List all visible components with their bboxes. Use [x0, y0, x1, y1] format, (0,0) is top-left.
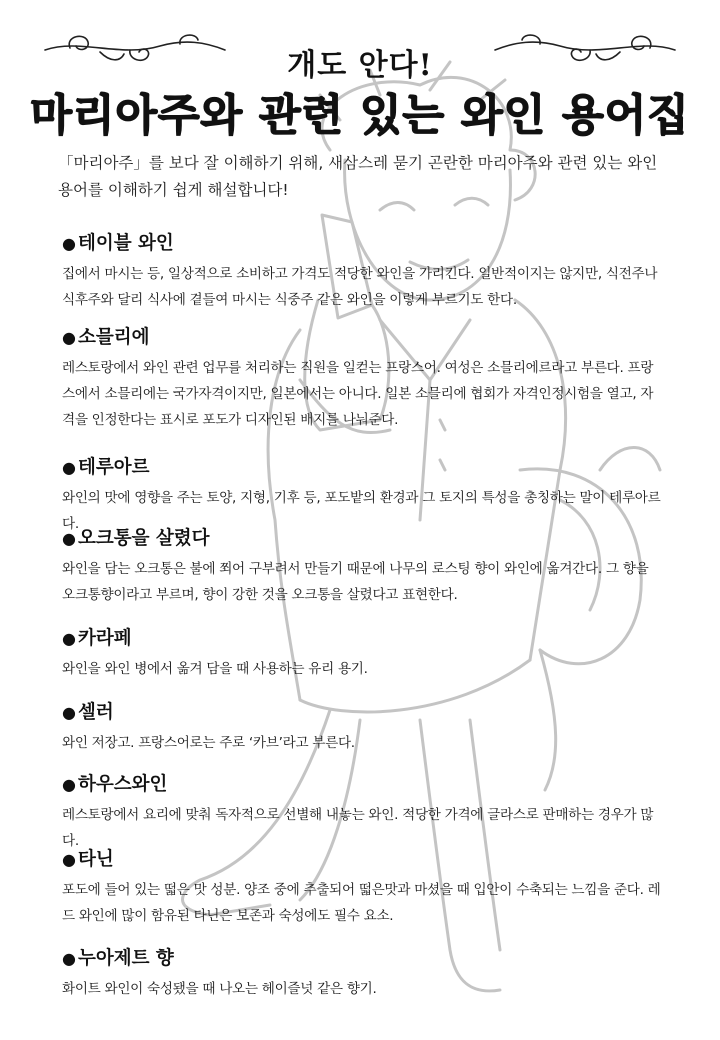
term-definition: 화이트 와인이 숙성됐을 때 나오는 헤이즐넛 같은 향기. — [62, 981, 377, 997]
glossary-entry — [62, 232, 662, 313]
term-definition: 레스토랑에서 와인 관련 업무를 처리하는 직원을 일컫는 프랑스어. 여성은 소믈리에르라고 부른다. 프랑스에서 소믈리에는 국가자격이지만, 일본에서는 아니다. 일본 소믈리에 협회가 자격인정시험을 열고, 자격을 인정한다는 표시로 포도가 디자인된 배지를 나눠준다. — [62, 360, 654, 428]
term-definition: 와인을 담는 오크통은 불에 쬐어 구부려서 만들기 때문에 나무의 로스팅 향이 와인에 옮겨간다. 그 향을 오크통향이라고 부르며, 향이 강한 것을 오크통을 살렸다고 표현한다. — [62, 561, 649, 603]
bullet-icon: ● — [62, 529, 76, 548]
bullet-icon: ● — [62, 850, 76, 869]
intro-paragraph: 「마리아주」를 보다 잘 이해하기 위해, 새삼스레 묻기 곤란한 마리아주와 관련 있는 와인 용어를 이해하기 쉽게 해설합니다! — [58, 154, 658, 199]
term-definition: 와인의 맛에 영향을 주는 토양, 지형, 기후 등, 포도밭의 환경과 그 토지의 특성을 총칭하는 말이 테루아르다. — [62, 490, 661, 532]
bullet-icon: ● — [62, 703, 76, 722]
glossary-entry — [62, 456, 662, 537]
term-definition: 와인을 와인 병에서 옮겨 담을 때 사용하는 유리 용기. — [62, 661, 368, 677]
term-heading: 타닌 — [77, 849, 114, 870]
page-title: 마리아주와 관련 있는 와인 용어집 — [30, 91, 690, 141]
term-definition: 집에서 마시는 등, 일상적으로 소비하고 가격도 적당한 와인을 가리킨다. 일반적이지는 않지만, 식전주나 식후주와 달리 식사에 곁들여 마시는 식중주 같은 와인을 이렇게 부르기도 한다. — [62, 266, 658, 308]
glossary-entry — [62, 627, 662, 682]
glossary-entry — [62, 701, 662, 756]
term-heading: 카라페 — [77, 628, 132, 649]
bullet-icon: ● — [62, 328, 76, 347]
page-subtitle: 개도 안다! — [287, 48, 433, 83]
term-heading: 오크통을 살렸다 — [77, 528, 210, 549]
glossary-entry — [62, 848, 662, 929]
term-heading: 하우스와인 — [77, 774, 168, 795]
term-heading: 테이블 와인 — [77, 233, 174, 254]
term-heading: 셀러 — [77, 702, 114, 723]
term-definition: 레스토랑에서 요리에 맞춰 독자적으로 선별해 내놓는 와인. 적당한 가격에 글라스로 판매하는 경우가 많다. — [62, 807, 654, 849]
term-heading: 테루아르 — [77, 457, 150, 478]
bullet-icon: ● — [62, 949, 76, 968]
term-heading: 소믈리에 — [77, 327, 150, 348]
term-heading: 누아제트 향 — [77, 948, 174, 969]
bullet-icon: ● — [62, 458, 76, 477]
term-definition: 포도에 들어 있는 떫은 맛 성분. 양조 중에 추출되어 떫은맛과 마셨을 때 입안이 수축되는 느낌을 준다. 레드 와인에 많이 함유된 타닌은 보존과 숙성에도 필수 요소. — [62, 882, 661, 924]
glossary-entry — [62, 947, 662, 1002]
glossary-entry — [62, 527, 662, 608]
bullet-icon: ● — [62, 629, 76, 648]
bullet-icon: ● — [62, 775, 76, 794]
glossary-entry — [62, 326, 662, 433]
glossary-entry — [62, 773, 662, 854]
bullet-icon: ● — [62, 234, 76, 253]
term-definition: 와인 저장고. 프랑스어로는 주로 ‘카브’라고 부른다. — [62, 735, 355, 751]
